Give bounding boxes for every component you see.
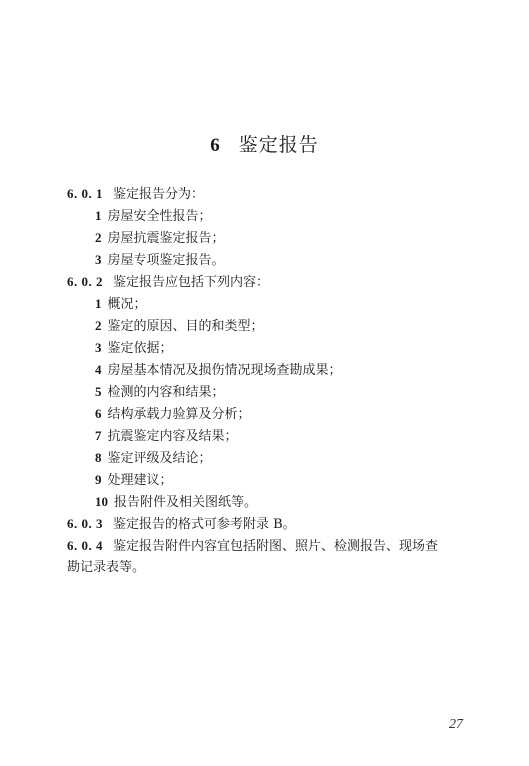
list-item xyxy=(67,315,467,337)
item-number: 9 xyxy=(95,472,102,487)
item-number: 6 xyxy=(95,406,102,421)
chapter-body xyxy=(67,183,467,579)
list-item xyxy=(67,227,467,249)
item-number: 10 xyxy=(95,494,108,509)
item-number: 3 xyxy=(95,340,102,355)
clause-6-0-4 xyxy=(67,535,467,557)
list-item xyxy=(67,425,467,447)
clause-number: 6. 0. 2 xyxy=(67,274,103,289)
item-number: 1 xyxy=(95,208,102,223)
item-text: 结构承载力验算及分析； xyxy=(107,407,251,422)
item-text: 处理建议； xyxy=(107,473,173,488)
item-number: 4 xyxy=(95,362,102,377)
item-number: 5 xyxy=(95,384,102,399)
item-number: 2 xyxy=(95,230,102,245)
clause-text: 鉴定报告应包括下列内容： xyxy=(113,275,270,290)
clause-number: 6. 0. 3 xyxy=(67,516,103,531)
list-item xyxy=(67,447,467,469)
item-number: 2 xyxy=(95,318,102,333)
list-item xyxy=(67,359,467,381)
item-text: 房屋抗震鉴定报告； xyxy=(107,231,225,246)
list-item xyxy=(67,469,467,491)
list-item xyxy=(67,293,467,315)
clause-6-0-1 xyxy=(67,183,467,205)
clause-text: 鉴定报告附件内容宜包括附图、照片、检测报告、现场查 xyxy=(113,539,439,554)
item-text: 房屋专项鉴定报告。 xyxy=(107,253,225,268)
item-text: 房屋基本情况及损伤情况现场查勘成果； xyxy=(107,363,342,378)
clause-text: 鉴定报告的格式可参考附录 B。 xyxy=(113,517,296,532)
chapter-number: 6 xyxy=(210,135,221,156)
item-text: 鉴定依据； xyxy=(107,341,173,356)
chapter-title xyxy=(0,130,529,157)
list-item xyxy=(67,205,467,227)
item-text: 抗震鉴定内容及结果； xyxy=(107,429,238,444)
list-item xyxy=(67,491,467,513)
chapter-heading: 鉴定报告 xyxy=(238,134,319,156)
item-number: 7 xyxy=(95,428,102,443)
item-number: 8 xyxy=(95,450,102,465)
clause-number: 6. 0. 4 xyxy=(67,538,103,553)
item-text: 鉴定的原因、目的和类型； xyxy=(107,319,264,334)
item-text: 概况； xyxy=(107,297,147,312)
list-item xyxy=(67,381,467,403)
item-text: 检测的内容和结果； xyxy=(107,385,225,400)
page-number: 27 xyxy=(449,717,463,732)
item-text: 鉴定评级及结论； xyxy=(107,451,212,466)
list-item xyxy=(67,337,467,359)
clause-text: 鉴定报告分为： xyxy=(113,187,205,202)
item-number: 3 xyxy=(95,252,102,267)
list-item xyxy=(67,403,467,425)
item-text: 报告附件及相关图纸等。 xyxy=(114,495,258,510)
item-number: 1 xyxy=(95,296,102,311)
clause-continuation xyxy=(67,557,467,579)
list-item xyxy=(67,249,467,271)
clause-6-0-2 xyxy=(67,271,467,293)
item-text: 房屋安全性报告； xyxy=(107,209,212,224)
clause-6-0-3 xyxy=(67,513,467,535)
clause-continuation-text: 勘记录表等。 xyxy=(67,560,146,575)
clause-number: 6. 0. 1 xyxy=(67,186,103,201)
